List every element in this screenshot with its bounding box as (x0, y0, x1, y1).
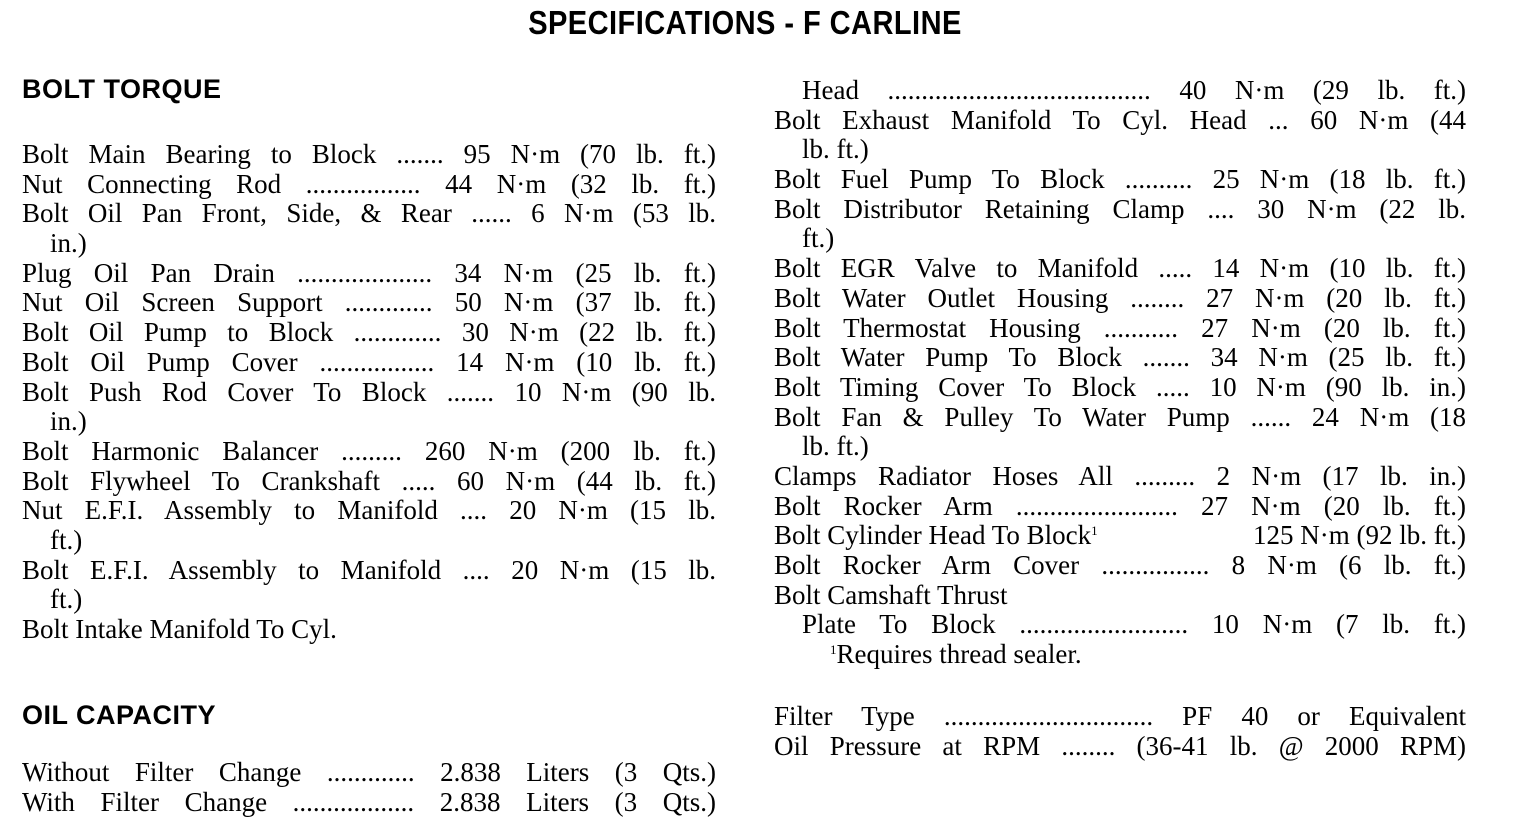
spec-line: Bolt Fan & Pulley To Water Pump ...... 24 N·m (18 (774, 401, 1466, 432)
spec-line-continuation: ft.) (50, 584, 83, 615)
spec-line: Bolt Thermostat Housing ........... 27 N·m (20 lb. ft.) (774, 312, 1466, 343)
footnote-marker: 1 (830, 642, 837, 658)
spec-line: Bolt Intake Manifold To Cyl. (22, 614, 337, 644)
spec-line-cylinder-head (774, 521, 1466, 551)
spec-line: Bolt Exhaust Manifold To Cyl. Head ... 60 N·m (44 (774, 104, 1466, 135)
spec-line: Bolt Rocker Arm ........................ 27 N·m (20 lb. ft.) (774, 490, 1466, 521)
bolt-torque-heading: BOLT TORQUE (22, 74, 222, 104)
spec-line-continuation: in.) (50, 228, 87, 259)
spec-line: Bolt Harmonic Balancer ......... 260 N·m (200 lb. ft.) (22, 435, 716, 466)
spec-value: 125 N·m (92 lb. ft.) (1253, 520, 1466, 551)
spec-line: Bolt Oil Pump to Block ............. 30 N·m (22 lb. ft.) (22, 317, 716, 348)
spec-line: Nut Oil Screen Support ............. 50 N·m (37 lb. ft.) (22, 287, 716, 318)
spec-line: Bolt Rocker Arm Cover ................ 8 N·m (6 lb. ft.) (774, 550, 1466, 580)
spec-line-continuation: lb. ft.) (802, 134, 869, 165)
spec-line: Bolt Oil Pump Cover ................. 14 N·m (10 lb. ft.) (22, 346, 716, 377)
spec-line: Bolt Push Rod Cover To Block ....... 10 N·m (90 lb. (22, 376, 716, 407)
spec-line: Bolt Water Outlet Housing ........ 27 N·m (20 lb. ft.) (774, 282, 1466, 313)
spec-line: Bolt Timing Cover To Block ..... 10 N·m (90 lb. in.) (774, 371, 1466, 402)
spec-line: With Filter Change .................. 2.838 Liters (3 Qts.) (22, 786, 716, 817)
spec-line: Filter Type ............................... PF 40 or Equivalent (774, 701, 1466, 731)
spec-line: Bolt Flywheel To Crankshaft ..... 60 N·m (44 lb. ft.) (22, 465, 716, 496)
spec-line: Oil Pressure at RPM ........ (36-41 lb. @ 2000 RPM) (774, 730, 1466, 761)
spec-line: Nut Connecting Rod ................. 44 N·m (32 lb. ft.) (22, 168, 716, 199)
oil-capacity-heading: OIL CAPACITY (22, 700, 217, 730)
spec-line: Nut E.F.I. Assembly to Manifold .... 20 N·m (15 lb. (22, 495, 716, 526)
spec-line: Bolt Fuel Pump To Block .......... 25 N·m (18 lb. ft.) (774, 164, 1466, 195)
right-bolt-torque-list (774, 76, 1466, 670)
spec-line: Head ....................................... 40 N·m (29 lb. ft.) (802, 75, 1466, 105)
spec-line: Bolt Oil Pan Front, Side, & Rear ...... 6 N·m (53 lb. (22, 198, 716, 229)
spec-line: Bolt Camshaft Thrust (774, 579, 1008, 610)
spec-line: Clamps Radiator Hoses All ......... 2 N·m (17 lb. in.) (774, 460, 1466, 491)
oil-capacity-list (22, 758, 716, 817)
spec-line: Bolt E.F.I. Assembly to Manifold .... 20 N·m (15 lb. (22, 554, 716, 585)
page-title: SPECIFICATIONS - F CARLINE (528, 4, 962, 41)
left-bolt-torque-list (22, 140, 716, 645)
spec-line-continuation: ft.) (50, 524, 83, 555)
footnote: $^1$Requires thread sealer. (830, 639, 1082, 670)
spec-line: Plug Oil Pan Drain .................... 34 N·m (25 lb. ft.) (22, 257, 716, 288)
spec-line: Bolt Distributor Retaining Clamp .... 30 N·m (22 lb. (774, 193, 1466, 224)
spec-line: Plate To Block ......................... 10 N·m (7 lb. ft.) (802, 609, 1466, 640)
spec-line-continuation: in.) (50, 406, 87, 437)
spec-label: Bolt Cylinder Head To Block$^1$ (774, 520, 1098, 551)
spec-line: Bolt Water Pump To Block ....... 34 N·m (25 lb. ft.) (774, 342, 1466, 373)
spec-line: Without Filter Change ............. 2.838 Liters (3 Qts.) (22, 757, 716, 787)
spec-line: Bolt Main Bearing to Block ....... 95 N·m (70 lb. ft.) (22, 139, 716, 169)
footnote-marker: 1 (1091, 523, 1098, 539)
spec-line: Bolt EGR Valve to Manifold ..... 14 N·m (10 lb. ft.) (774, 253, 1466, 284)
spec-line-continuation: ft.) (802, 223, 835, 254)
spec-line-continuation: lb. ft.) (802, 431, 869, 462)
oil-info-list (774, 702, 1466, 761)
